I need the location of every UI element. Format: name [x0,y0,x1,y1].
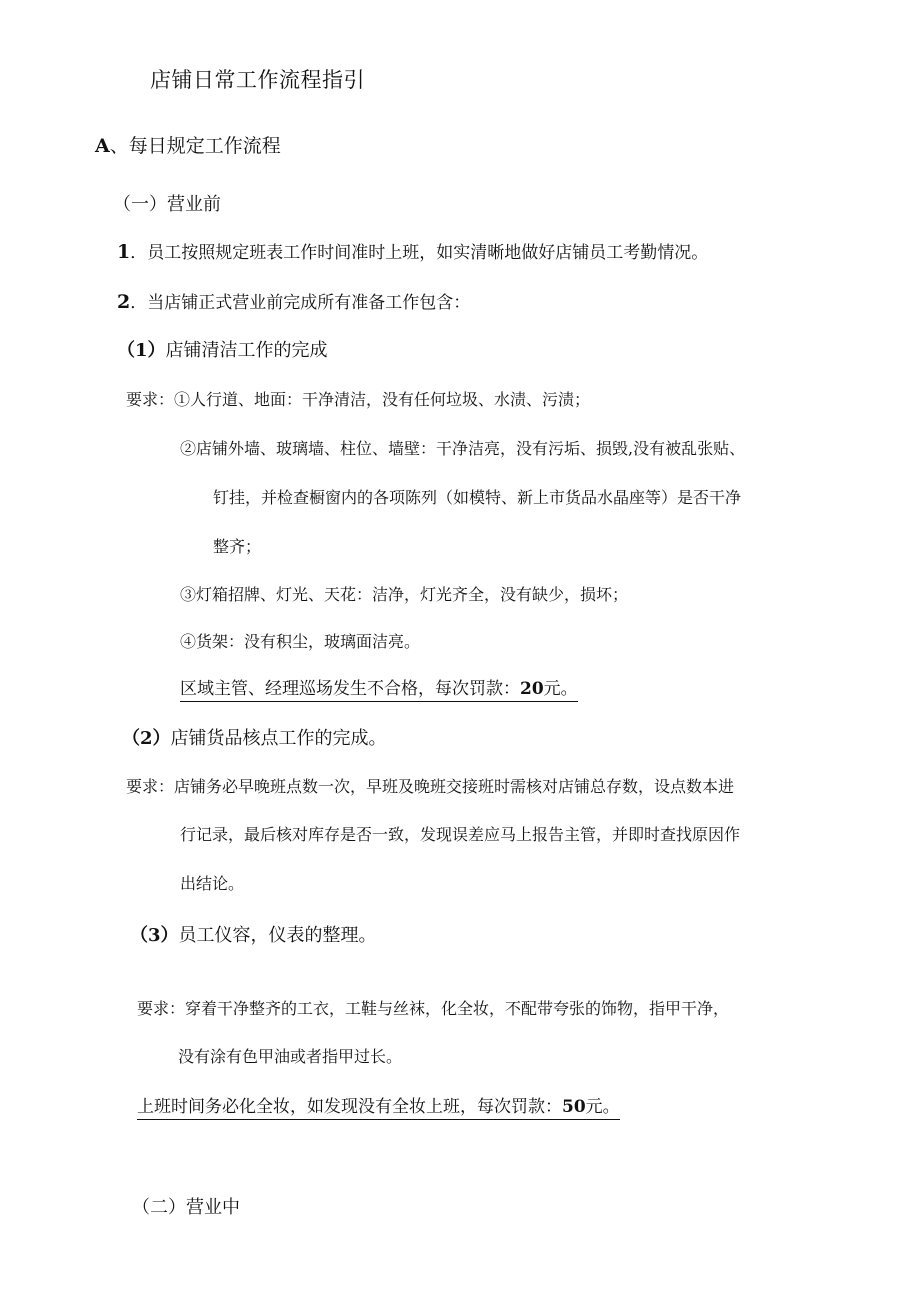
item-2 [117,290,470,315]
sub-2-number: （2） [122,728,171,749]
sub-2-heading-text: 店铺货品核点工作的完成。 [170,728,387,749]
sub-3-penalty-text: 上班时间务必化全妆，如发现没有全妆上班，每次罚款： [137,1097,562,1117]
sub-1-number: （1） [117,340,166,361]
item-2-number: 2 [117,291,131,313]
sub-2-req-line-3: 出结论。 [180,874,245,893]
sub-3-penalty-unit: 元。 [585,1097,620,1117]
item-1-number: 1 [117,241,131,263]
section-a-text: 、每日规定工作流程 [109,135,281,157]
sub-1-req-2-line-3: 整齐； [213,537,262,556]
sub-1-req-4: ④货架：没有积尘，玻璃面洁亮。 [180,632,421,651]
sub-1-penalty-text: 区域主管、经理巡场发生不合格，每次罚款： [180,679,520,699]
sub-1-heading [117,339,328,363]
sub-3-number: （3） [130,925,179,946]
sub-1-penalty-amount: 20 [520,679,544,699]
sub-3-penalty [137,1095,620,1119]
sub-1-req-3: ③灯箱招牌、灯光、天花：洁净，灯光齐全，没有缺少，损坏； [180,585,629,604]
item-1 [117,240,708,265]
sub-1-penalty [180,677,578,701]
sub-3-penalty-note [137,1097,620,1120]
sub-3-heading [130,924,377,948]
sub-1-penalty-note [180,679,578,702]
sub-2-req-line-2: 行记录，最后核对库存是否一致，发现误差应马上报告主管，并即时查找原因作 [180,825,741,844]
sub-3-req-line-2: 没有涂有色甲油或者指甲过长。 [178,1047,403,1066]
sub-3-req-line-1: 要求：穿着干净整齐的工衣，工鞋与丝袜，化全妆，不配带夸张的饰物，指甲干净， [137,999,730,1018]
section-a-heading [95,133,281,159]
section-a-prefix: A [95,135,110,157]
sub-1-req-1: 要求：①人行道、地面：干净清洁，没有任何垃圾、水渍、污渍； [126,390,591,409]
sub-3-heading-text: 员工仪容，仪表的整理。 [178,925,377,946]
sub-1-heading-text: 店铺清洁工作的完成 [165,340,328,361]
sub-2-heading [122,727,387,751]
part1-heading: （一）营业前 [113,194,221,215]
sub-1-penalty-unit: 元。 [543,679,578,699]
part2-heading: （二）营业中 [132,1197,240,1218]
document-title: 店铺日常工作流程指引 [150,68,365,92]
sub-2-req-line-1: 要求：店铺务必早晚班点数一次，早班及晚班交接班时需核对店铺总存数，设点数本进 [126,777,735,796]
sub-3-penalty-amount: 50 [562,1097,586,1117]
item-2-text: ．当店铺正式营业前完成所有准备工作包含： [130,293,471,313]
sub-1-req-2-line-1: ②店铺外墙、玻璃墙、柱位、墙壁：干净洁亮，没有污垢、损毁,没有被乱张贴、 [180,439,746,458]
item-1-text: ．员工按照规定班表工作时间准时上班，如实清晰地做好店铺员工考勤情况。 [130,243,709,263]
sub-1-req-2-line-2: 钉挂，并检查橱窗内的各项陈列（如模特、新上市货品水晶座等）是否干净 [213,488,742,507]
